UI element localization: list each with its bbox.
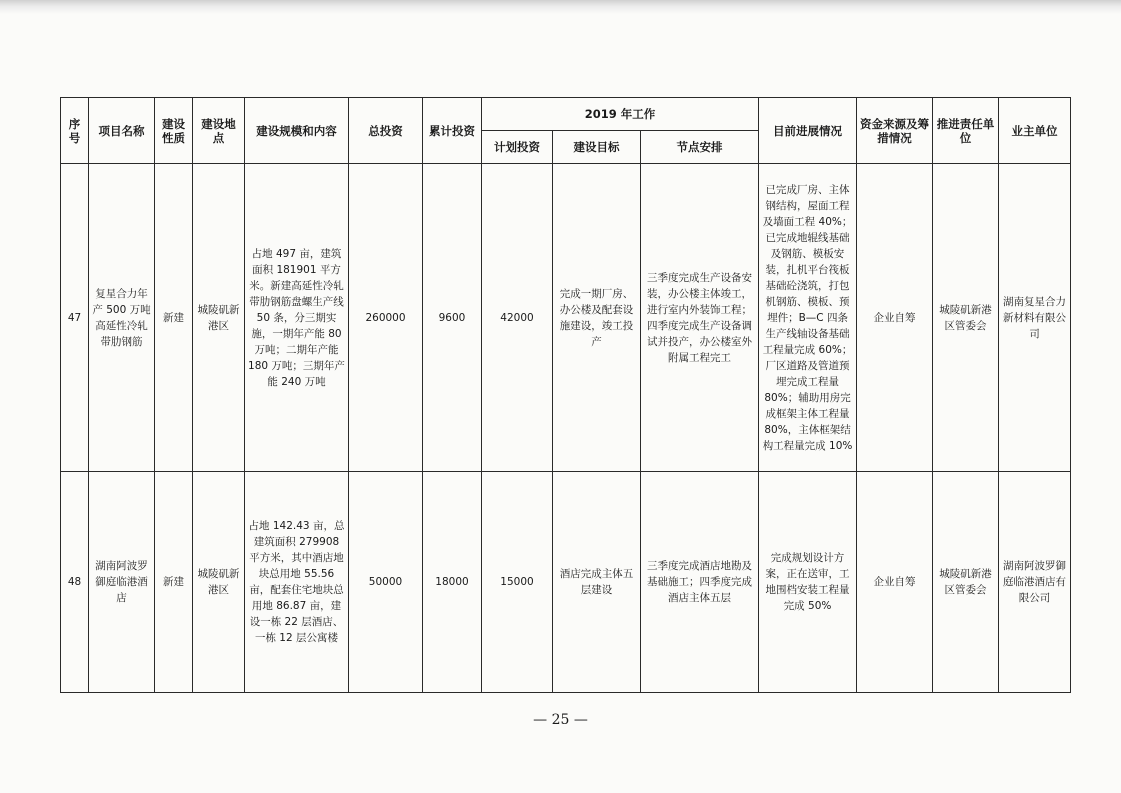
row-owner: 湖南阿波罗御庭临港酒店有限公司 — [999, 472, 1071, 693]
header-owner: 业主单位 — [999, 98, 1071, 164]
row-seq: 48 — [61, 472, 89, 693]
row-nature: 新建 — [155, 164, 193, 472]
row-scale: 占地 142.43 亩，总建筑面积 279908 平方米，其中酒店地块总用地 55.56 亩，配套住宅地块总用地 86.87 亩，建设一栋 22 层酒店、一栋 12 层公寓楼 — [245, 472, 349, 693]
header-scale: 建设规模和内容 — [245, 98, 349, 164]
row-cumulative: 9600 — [423, 164, 482, 472]
row-responsible: 城陵矶新港区管委会 — [933, 164, 999, 472]
row-cumulative: 18000 — [423, 472, 482, 693]
header-plan: 计划投资 — [482, 131, 553, 164]
header-seq: 序号 — [61, 98, 89, 164]
row-plan: 15000 — [482, 472, 553, 693]
scan-edge-shadow — [0, 0, 1121, 14]
row-seq: 47 — [61, 164, 89, 472]
row-name: 湖南阿波罗御庭临港酒店 — [89, 472, 155, 693]
row-location: 城陵矶新港区 — [193, 472, 245, 693]
table-row — [61, 472, 1071, 693]
row-progress: 已完成厂房、主体钢结构，屋面工程及墙面工程 40%；已完成地辊线基础及钢筋、模板安装，扎机平台筏板基础砼浇筑，打包机钢筋、模板、预埋件；B—C 四条生产线轴设备基础工程量完成 60%；厂区道路及管道预埋完成工程量 80%；辅助用房完成框架主体工程量 80%，主体框架结构工程量完成 10% — [759, 164, 857, 472]
row-total: 50000 — [349, 472, 423, 693]
row-total: 260000 — [349, 164, 423, 472]
row-plan: 42000 — [482, 164, 553, 472]
header-nature: 建设性质 — [155, 98, 193, 164]
row-progress: 完成规划设计方案，正在送审，工地围档安装工程量完成 50% — [759, 472, 857, 693]
header-funding: 资金来源及筹措情况 — [857, 98, 933, 164]
header-location: 建设地点 — [193, 98, 245, 164]
row-schedule: 三季度完成生产设备安装，办公楼主体竣工，进行室内外装饰工程；四季度完成生产设备调试并投产，办公楼室外附属工程完工 — [641, 164, 759, 472]
row-nature: 新建 — [155, 472, 193, 693]
table-row — [61, 164, 1071, 472]
row-location: 城陵矶新港区 — [193, 164, 245, 472]
header-cumulative: 累计投资 — [423, 98, 482, 164]
row-responsible: 城陵矶新港区管委会 — [933, 472, 999, 693]
row-name: 复星合力年产 500 万吨高延性冷轧带肋钢筋 — [89, 164, 155, 472]
page-number: — 25 — — [533, 712, 588, 728]
header-work-2019: 2019 年工作 — [482, 98, 759, 131]
header-goal: 建设目标 — [553, 131, 641, 164]
header-progress: 目前进展情况 — [759, 98, 857, 164]
header-total: 总投资 — [349, 98, 423, 164]
header-schedule: 节点安排 — [641, 131, 759, 164]
row-goal: 酒店完成主体五层建设 — [553, 472, 641, 693]
header-name: 项目名称 — [89, 98, 155, 164]
row-scale: 占地 497 亩，建筑面积 181901 平方米。新建高延性冷轧带肋钢筋盘螺生产线 50 条，分三期实施，一期年产能 80 万吨；二期年产能 180 万吨；三期年产能 240 万吨 — [245, 164, 349, 472]
row-goal: 完成一期厂房、办公楼及配套设施建设，竣工投产 — [553, 164, 641, 472]
header-responsible: 推进责任单位 — [933, 98, 999, 164]
row-funding: 企业自筹 — [857, 164, 933, 472]
row-owner: 湖南复星合力新材料有限公司 — [999, 164, 1071, 472]
project-table — [60, 97, 1071, 693]
row-schedule: 三季度完成酒店地勘及基础施工；四季度完成酒店主体五层 — [641, 472, 759, 693]
row-funding: 企业自筹 — [857, 472, 933, 693]
